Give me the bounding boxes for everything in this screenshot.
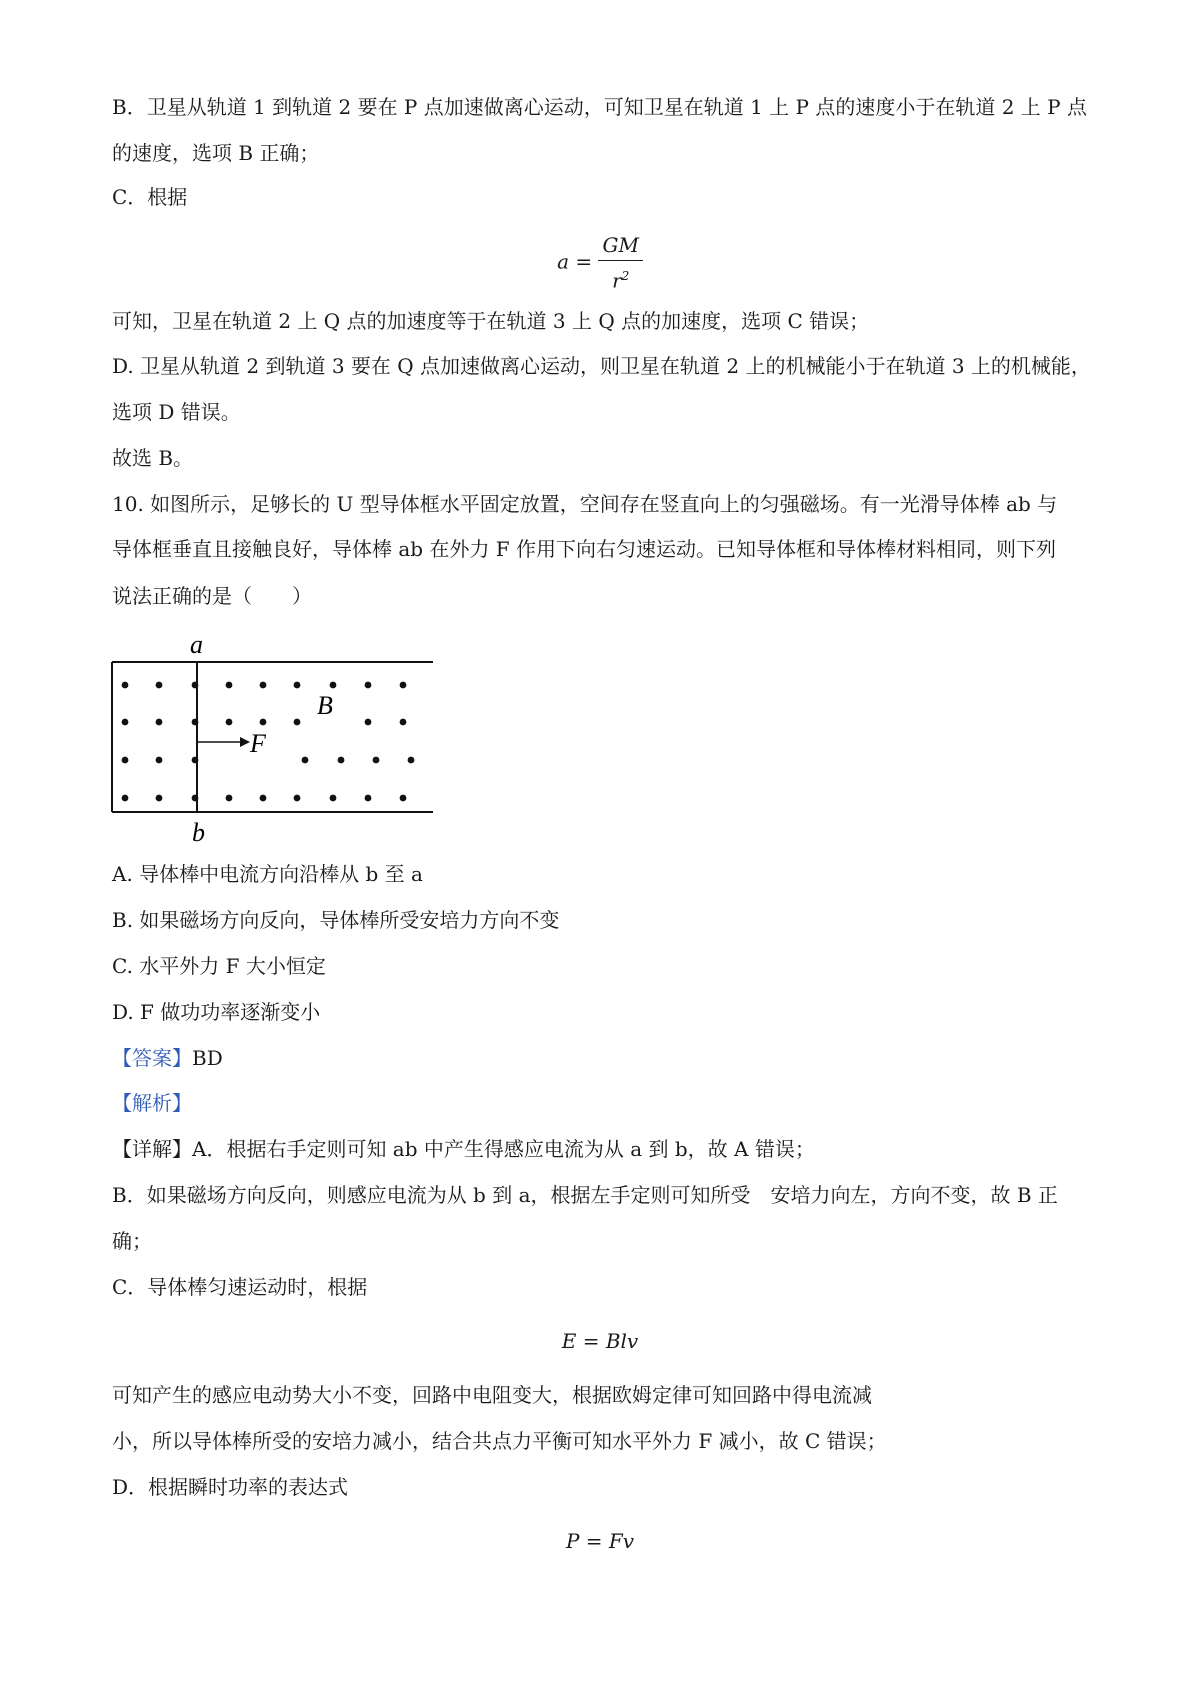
field-dot	[192, 682, 199, 689]
formula-fraction	[598, 232, 642, 294]
magnetic-field-figure	[100, 630, 460, 850]
formula-emf: E = Blv	[561, 1329, 639, 1353]
field-dot	[338, 757, 345, 764]
text-line: C．根据	[112, 185, 188, 209]
formula-lhs: a =	[557, 249, 599, 274]
field-dot	[260, 795, 267, 802]
label-a: a	[190, 630, 203, 659]
formula-power: P = Fv	[565, 1529, 635, 1553]
question-line: 导体框垂直且接触良好，导体棒 ab 在外力 F 作用下向右匀速运动。已知导体框和导体棒材料相同，则下列	[112, 537, 1057, 561]
question-line: 10. 如图所示，足够长的 U 型导体框水平固定放置，空间存在竖直向上的匀强磁场。有一光滑导体棒 ab 与	[112, 492, 1058, 516]
field-dot	[330, 795, 337, 802]
detail-line: B．如果磁场方向反向，则感应电流为从 b 到 a，根据左手定则可知所受 安培力向左，方向不变，故 B 正	[112, 1183, 1058, 1207]
field-dot	[260, 682, 267, 689]
answer-label: 【答案】	[112, 1046, 192, 1070]
analysis-label: 【解析】	[112, 1091, 192, 1115]
field-dot	[365, 719, 372, 726]
detail-line: 【详解】A．根据右手定则可知 ab 中产生得感应电流为从 a 到 b，故 A 错误；	[112, 1137, 815, 1161]
fraction-numerator: GM	[598, 232, 642, 261]
field-dot	[192, 719, 199, 726]
detail-line: D．根据瞬时功率的表达式	[112, 1475, 349, 1499]
option-d: D. F 做功功率逐渐变小	[112, 1000, 321, 1024]
option-b: B. 如果磁场方向反向，导体棒所受安培力方向不变	[112, 908, 560, 932]
field-dot	[192, 757, 199, 764]
detail-label: 【详解】	[112, 1137, 192, 1161]
field-dot	[400, 719, 407, 726]
field-dot	[226, 719, 233, 726]
detail-line: C．导体棒匀速运动时，根据	[112, 1275, 368, 1299]
field-dot	[156, 682, 163, 689]
field-dot	[226, 795, 233, 802]
detail-line: 小，所以导体棒所受的安培力减小，结合共点力平衡可知水平外力 F 减小，故 C 错误；	[112, 1429, 887, 1453]
text-line: 可知，卫星在轨道 2 上 Q 点的加速度等于在轨道 3 上 Q 点的加速度，选项 C 错误；	[112, 309, 870, 333]
field-dot	[400, 682, 407, 689]
field-dot	[408, 757, 415, 764]
text-line: D. 卫星从轨道 2 到轨道 3 要在 Q 点加速做离心运动，则卫星在轨道 2 上的机械能小于在轨道 3 上的机械能，	[112, 354, 1091, 378]
field-dot	[330, 682, 337, 689]
field-dot	[192, 795, 199, 802]
field-dot	[294, 682, 301, 689]
field-dot	[156, 795, 163, 802]
field-dot	[122, 682, 129, 689]
force-arrowhead	[240, 737, 250, 747]
answer-line	[112, 1044, 223, 1072]
field-dot	[156, 757, 163, 764]
label-b: b	[192, 818, 205, 847]
field-dot	[373, 757, 380, 764]
fraction-denominator: $r^2$	[612, 268, 630, 293]
field-dots	[122, 682, 415, 802]
field-dot	[226, 682, 233, 689]
text-line: B．卫星从轨道 1 到轨道 2 要在 P 点加速做离心运动，可知卫星在轨道 1 上 P 点的速度小于在轨道 2 上 P 点	[112, 95, 1087, 119]
field-dot	[122, 795, 129, 802]
text-line: 的速度，选项 B 正确；	[112, 141, 320, 165]
detail-line: 确；	[112, 1229, 152, 1253]
text-line: 选项 D 错误。	[112, 400, 241, 424]
field-dot	[156, 719, 163, 726]
field-dot	[122, 719, 129, 726]
field-dot	[260, 719, 267, 726]
label-F: F	[250, 729, 266, 758]
field-dot	[294, 719, 301, 726]
label-B: B	[317, 691, 333, 720]
question-line: 说法正确的是（ ）	[112, 584, 312, 608]
field-dot	[365, 795, 372, 802]
field-dot	[294, 795, 301, 802]
detail-line: 可知产生的感应电动势大小不变，回路中电阻变大，根据欧姆定律可知回路中得电流减	[112, 1383, 872, 1407]
option-a: A. 导体棒中电流方向沿棒从 b 至 a	[112, 862, 423, 886]
field-dot	[302, 757, 309, 764]
answer-value: BD	[192, 1046, 223, 1070]
field-dot	[365, 682, 372, 689]
text-line: 故选 B。	[112, 446, 194, 470]
field-dot	[400, 795, 407, 802]
option-c: C. 水平外力 F 大小恒定	[112, 954, 326, 978]
field-dot	[122, 757, 129, 764]
formula-acceleration	[0, 232, 1200, 294]
